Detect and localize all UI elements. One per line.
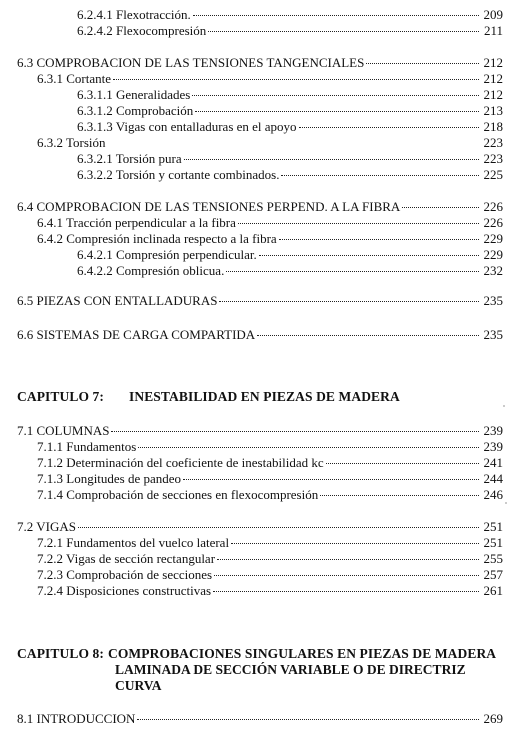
dot-leader [111, 419, 479, 432]
toc-entry-label: 6.4.1 Tracción perpendicular a la fibra [37, 215, 236, 230]
toc-entry-label: 6.4.2.2 Compresión oblicua. [77, 263, 225, 278]
toc-entry-page: 223 [483, 135, 503, 150]
toc-entry-label: 6.3.1.3 Vigas con entalladuras en el apoyo [77, 119, 297, 134]
dot-leader [320, 483, 479, 496]
scan-speck [503, 405, 505, 407]
toc-entry-label: 6.3.2.1 Torsión pura [77, 151, 182, 166]
toc-entry-label: 6.3.1 Cortante [37, 71, 112, 86]
toc-entry-page: 212 [483, 87, 503, 102]
toc-entry-label: 7.2 VIGAS [17, 519, 76, 534]
toc-entry-page: 235 [483, 327, 503, 342]
scan-speck [505, 502, 507, 504]
chapter-number: CAPITULO 8: [17, 646, 104, 661]
dot-leader [281, 163, 479, 176]
chapter-7-heading[interactable] [17, 389, 400, 405]
toc-entry[interactable] [37, 582, 503, 598]
toc-section-entry[interactable] [17, 326, 503, 342]
dot-leader [257, 323, 479, 336]
toc-entry-page: 223 [483, 151, 503, 166]
toc-entry-page: 209 [483, 7, 503, 22]
toc-entry-label: 7.2.3 Comprobación de secciones [37, 567, 213, 582]
toc-section-entry[interactable] [17, 710, 503, 726]
chapter-title-line-3: CURVA [115, 678, 162, 693]
dot-leader [138, 435, 479, 448]
toc-entry-page: 225 [483, 167, 503, 182]
toc-entry-page: 226 [483, 215, 503, 230]
toc-entry-page: 255 [483, 551, 503, 566]
toc-entry-label: 7.1 COLUMNAS [17, 423, 110, 438]
toc-entry-label: 6.5 PIEZAS CON ENTALLADURAS [17, 293, 218, 308]
dot-leader [213, 579, 479, 592]
toc-entry-page: 241 [483, 455, 503, 470]
toc-entry-page: 239 [483, 423, 503, 438]
dot-leader [193, 3, 479, 16]
toc-entry-page: 211 [483, 23, 503, 38]
toc-entry-label: 6.2.4.2 Flexocompresión [77, 23, 207, 38]
toc-entry-label: 6.4 COMPROBACION DE LAS TENSIONES PERPEND. A LA FIBRA [17, 199, 401, 214]
toc-entry-label: 6.3.2 Torsión [37, 135, 106, 150]
toc-entry-label: 7.2.4 Disposiciones constructivas [37, 583, 212, 598]
toc-entry-label: 7.1.2 Determinación del coeficiente de inestabilidad kc [37, 455, 324, 470]
toc-entry-page: 246 [483, 487, 503, 502]
toc-entry-page: 261 [483, 583, 503, 598]
dot-leader [184, 147, 479, 160]
toc-entry-page: 229 [483, 247, 503, 262]
toc-entry-label: 6.6 SISTEMAS DE CARGA COMPARTIDA [17, 327, 256, 342]
dot-leader [214, 563, 479, 576]
toc-entry[interactable] [37, 486, 503, 502]
dot-leader [299, 115, 479, 128]
toc-entry-label: 6.4.2 Compresión inclinada respecto a la fibra [37, 231, 277, 246]
toc-entry-page: 269 [483, 711, 503, 726]
toc-entry-page: 212 [483, 71, 503, 86]
toc-entry-label: 6.3.1.1 Generalidades [77, 87, 191, 102]
chapter-8-heading[interactable] [17, 646, 496, 662]
toc-section-entry[interactable] [17, 292, 503, 308]
toc-entry-page: 251 [483, 535, 503, 550]
dot-leader [366, 51, 479, 64]
toc-entry-label: 6.3.1.2 Comprobación [77, 103, 194, 118]
dot-leader [108, 131, 479, 144]
toc-entry-page: 257 [483, 567, 503, 582]
dot-leader [208, 19, 479, 32]
toc-entry-label: 6.3.2.2 Torsión y cortante combinados. [77, 167, 280, 182]
dot-leader [231, 531, 479, 544]
dot-leader [183, 467, 479, 480]
toc-entry-page: 213 [483, 103, 503, 118]
dot-leader [219, 289, 479, 302]
toc-entry-label: 7.2.1 Fundamentos del vuelco lateral [37, 535, 230, 550]
dot-leader [113, 67, 479, 80]
toc-entry-page: 235 [483, 293, 503, 308]
dot-leader [326, 451, 479, 464]
toc-entry-label: 7.1.3 Longitudes de pandeo [37, 471, 182, 486]
toc-entry-page: 226 [483, 199, 503, 214]
toc-entry-page: 244 [483, 471, 503, 486]
toc-entry-page: 218 [483, 119, 503, 134]
dot-leader [78, 515, 479, 528]
chapter-number: CAPITULO 7: [17, 389, 104, 404]
dot-leader [259, 243, 479, 256]
dot-leader [402, 195, 479, 208]
toc-entry-page: 232 [483, 263, 503, 278]
dot-leader [217, 547, 479, 560]
toc-entry[interactable] [77, 22, 503, 38]
toc-entry-page: 251 [483, 519, 503, 534]
toc-entry-label: 8.1 INTRODUCCION [17, 711, 136, 726]
toc-entry-page: 229 [483, 231, 503, 246]
toc-entry-label: 6.3 COMPROBACION DE LAS TENSIONES TANGENCIALES [17, 55, 365, 70]
dot-leader [137, 707, 479, 720]
toc-entry-label: 7.1.4 Comprobación de secciones en flexocompresión [37, 487, 319, 502]
toc-entry[interactable] [77, 166, 503, 182]
toc-entry-label: 6.2.4.1 Flexotracción. [77, 7, 191, 22]
dot-leader [226, 259, 479, 272]
dot-leader [195, 99, 479, 112]
dot-leader [192, 83, 479, 96]
chapter-title: INESTABILIDAD EN PIEZAS DE MADERA [129, 389, 400, 404]
dot-leader [238, 211, 479, 224]
toc-entry-page: 212 [483, 55, 503, 70]
dot-leader [279, 227, 479, 240]
chapter-title-line-1: COMPROBACIONES SINGULARES EN PIEZAS DE MADERA [107, 646, 497, 661]
toc-entry-label: 6.4.2.1 Compresión perpendicular. [77, 247, 257, 262]
toc-entry[interactable] [77, 262, 503, 278]
chapter-title-line-2: LAMINADA DE SECCIÓN VARIABLE O DE DIRECTRIZ [115, 662, 466, 677]
toc-entry-page: 239 [483, 439, 503, 454]
toc-entry-label: 7.1.1 Fundamentos [37, 439, 137, 454]
toc-entry-label: 7.2.2 Vigas de sección rectangular [37, 551, 216, 566]
